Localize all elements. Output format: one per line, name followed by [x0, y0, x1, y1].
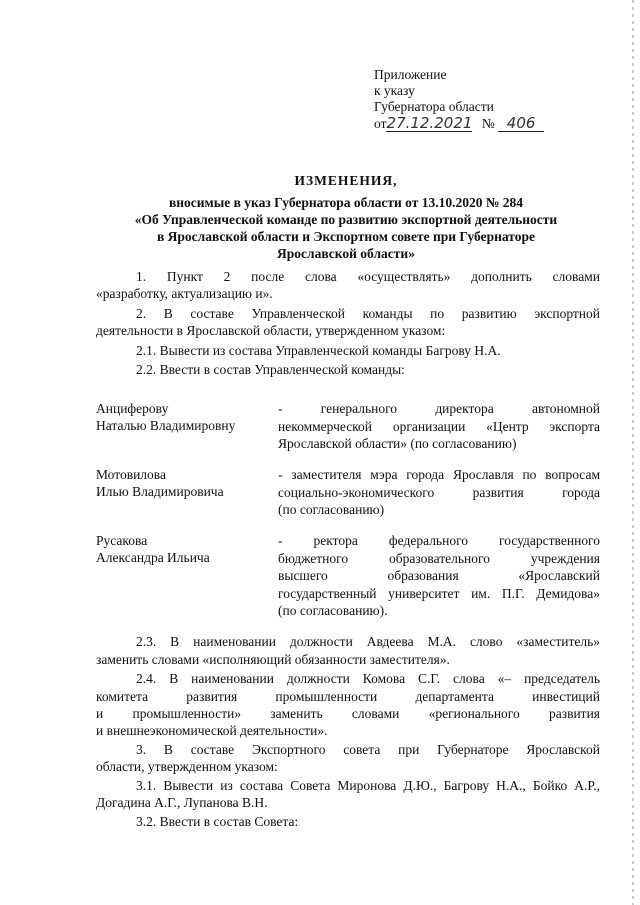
item-2-line-2: деятельности в Ярославской области, утвержденном указом:	[96, 323, 446, 338]
item-3-line-1: 3. В составе Экспортного совета при Губернаторе Ярославской	[136, 742, 600, 757]
person-3-position-line: (по согласованию).	[278, 603, 388, 618]
person-3-position-line: бюджетного образовательного учреждения	[278, 550, 600, 566]
item-2-3-line-1: 2.3. В наименовании должности Авдеева М.А. слово «заместитель»	[136, 634, 600, 649]
title-line-5: Ярославской области»	[277, 246, 415, 261]
person-3-position-line: государственный университет им. П.Г. Демидова»	[278, 585, 600, 601]
item-2-line-1: 2. В составе Управленческой команды по развитию экспортной	[136, 306, 600, 321]
item-2-4-line-4: и внешнеэкономической деятельности».	[96, 723, 328, 738]
person-2-given-name: Илью Владимировича	[96, 484, 224, 499]
item-1-line-2: «разработку, актуализацию и».	[96, 286, 273, 301]
person-1-position-line: - генерального директора автономной	[278, 401, 600, 416]
person-2-position-line: (по согласованию)	[278, 502, 385, 517]
handwritten-date: 27.12.2021	[386, 114, 473, 132]
appendix-line-2: к указу	[374, 83, 415, 98]
person-2-position	[278, 466, 600, 519]
person-1-position	[278, 400, 600, 453]
number-label: №	[481, 116, 495, 131]
title-line-4: в Ярославской области и Экспортном совете при Губернаторе	[156, 229, 535, 244]
person-1-surname: Анциферову	[96, 401, 169, 416]
person-1-position-line: некоммерческой организации «Центр экспорта	[278, 418, 600, 434]
appendix-block	[374, 67, 544, 132]
person-3-surname: Русакова	[96, 533, 148, 548]
from-label: от	[374, 116, 387, 131]
appendix-line-1: Приложение	[374, 67, 447, 82]
person-1-given-name: Наталью Владимировну	[96, 418, 236, 433]
person-3-position	[278, 532, 600, 620]
item-3-2: 3.2. Ввести в состав Совета:	[136, 814, 299, 829]
person-3-position-line: высшего образования «Ярославский	[278, 568, 600, 583]
person-3-position-line: - ректора федерального государственного	[278, 533, 600, 548]
person-3-given-name: Александра Ильича	[96, 550, 210, 565]
item-1-line-1: 1. Пункт 2 после слова «осуществлять» дополнить словами	[136, 269, 600, 284]
appendix-line-3: Губернатора области	[374, 99, 494, 114]
appendix-date-row	[374, 115, 544, 132]
person-2-position-line: социально-экономического развития города	[278, 484, 600, 500]
item-2-4-line-3: и промышленности» заменить словами «регионального развития	[96, 706, 600, 721]
document-title	[96, 172, 596, 262]
item-2-4-line-2: комитета развития промышленности департамента инвестиций	[96, 689, 600, 704]
handwritten-number: 406	[498, 115, 544, 132]
item-2-3-line-2: заменить словами «исполняющий обязанности заместителя».	[96, 652, 450, 667]
scan-edge	[632, 0, 634, 905]
item-2-2: 2.2. Ввести в состав Управленческой команды:	[136, 362, 405, 377]
item-3-line-2: области, утвержденном указом:	[96, 759, 278, 774]
person-1-position-line: Ярославской области» (по согласованию)	[278, 436, 517, 451]
person-2-position-line: - заместителя мэра города Ярославля по вопросам	[278, 467, 600, 482]
item-3-1-line-2: Догадина А.Г., Лупанова В.Н.	[96, 795, 268, 810]
title-main: ИЗМЕНЕНИЯ,	[294, 173, 398, 188]
item-2-1: 2.1. Вывести из состава Управленческой команды Багрову Н.А.	[136, 343, 501, 358]
title-line-3: «Об Управленческой команде по развитию экспортной деятельности	[134, 212, 558, 227]
person-2-surname: Мотовилова	[96, 467, 166, 482]
title-line-2: вносимые в указ Губернатора области от 13.10.2020 № 284	[168, 195, 524, 210]
item-3-1-line-1: 3.1. Вывести из состава Совета Миронова Д.Ю., Багрову Н.А., Бойко А.Р.,	[136, 778, 600, 793]
item-2-4-line-1: 2.4. В наименовании должности Комова С.Г. слова «– председатель	[136, 671, 600, 686]
